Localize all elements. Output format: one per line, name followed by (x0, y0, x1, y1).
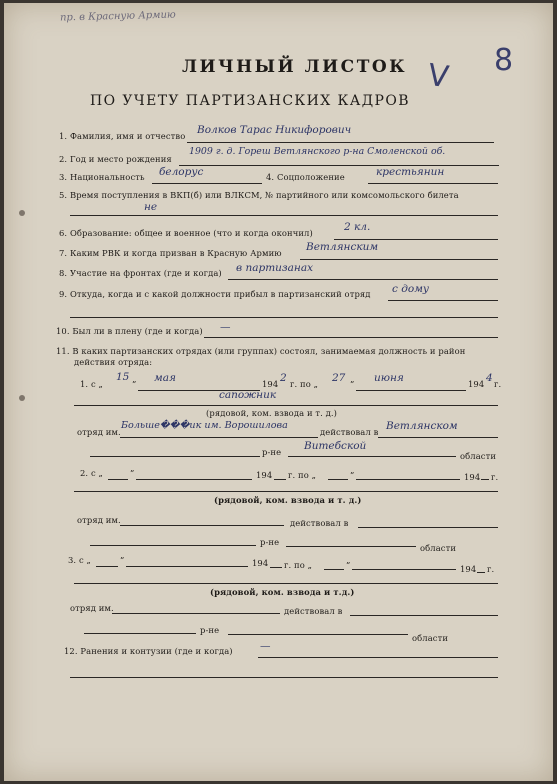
underline (204, 337, 498, 338)
underline (74, 491, 498, 492)
field-9-value: с дому (392, 283, 429, 295)
underline (350, 615, 498, 616)
entry1-month-to: июня (374, 372, 404, 384)
underline (187, 142, 494, 143)
entry1-region-label: области (460, 451, 497, 461)
underline (70, 677, 498, 678)
underline (112, 613, 280, 614)
entry2-otryad-label: отряд им. (77, 515, 121, 525)
underline (74, 405, 498, 406)
entry1-year-prefix-2: 194 (468, 379, 485, 389)
entry1-year-prefix: 194 (262, 379, 279, 389)
entry1-acted-label: действовал в (320, 427, 379, 437)
underline (120, 437, 318, 438)
underline (388, 300, 498, 301)
entry3-year-prefix: 194 (252, 558, 269, 568)
field-2-value: 1909 г. д. Гореш Ветлянского р-на Смоленской об. (189, 146, 446, 157)
corner-number: 8 (494, 43, 514, 78)
entry1-district-value: Витебской (304, 440, 367, 452)
underline (74, 583, 498, 584)
entry1-year-to: 4 (486, 372, 493, 384)
field-10-value: — (220, 321, 231, 333)
field-9-label: 9. Откуда, когда и с какой должности прибыл в партизанский отряд (59, 289, 371, 299)
underline (286, 546, 416, 547)
field-2-label: 2. Год и место рождения (59, 154, 172, 164)
field-5-value: не (144, 201, 158, 213)
entry1-district-label: р-не (262, 447, 282, 457)
underline (477, 572, 485, 573)
underline (179, 165, 499, 166)
underline (108, 479, 128, 480)
underline (378, 437, 498, 438)
header-note: пр. в Красную Армию (59, 9, 176, 24)
entry3-c: 3. с „ (68, 555, 91, 565)
field-4-label: 4. Соцположение (266, 172, 345, 182)
underline (356, 479, 460, 480)
entry2-district-label: р-не (260, 537, 280, 547)
underline (288, 456, 456, 457)
underline (228, 634, 408, 635)
entry3-otryad-label: отряд им. (70, 603, 114, 613)
punch-hole (19, 210, 25, 216)
field-7-value: Ветлянским (306, 241, 379, 253)
field-6-value: 2 кл. (344, 221, 371, 233)
underline (96, 566, 118, 567)
entry1-day-to: 27 (332, 372, 346, 384)
underline (300, 259, 498, 260)
entry1-quote: ” (132, 379, 137, 389)
entry1-month-from: мая (154, 372, 176, 384)
field-7-label: 7. Каким РВК и когда призван в Красную Армию (59, 248, 282, 258)
underline (120, 525, 284, 526)
underline (90, 545, 256, 546)
field-3-value: белорус (159, 166, 204, 178)
underline (358, 527, 498, 528)
underline (126, 566, 248, 567)
underline (90, 456, 260, 457)
entry1-g: г. (494, 379, 502, 389)
entry1-mid: г. по „ (290, 379, 319, 389)
underline (70, 317, 498, 318)
field-3-label: 3. Национальность (59, 172, 145, 182)
field-1-label: 1. Фамилия, имя и отчество (59, 131, 186, 141)
entry1-acted-value: Ветлянском (386, 420, 458, 432)
underline (152, 183, 262, 184)
entry2-quote: ” (130, 468, 135, 478)
entry3-quote-2: ” (346, 560, 351, 570)
field-4-value: крестьянин (376, 166, 445, 178)
underline (328, 479, 348, 480)
underline (324, 569, 344, 570)
underline (228, 279, 498, 280)
underline (352, 569, 456, 570)
field-12-value: — (260, 640, 271, 652)
entry2-region-label: области (420, 543, 457, 553)
underline (274, 479, 286, 480)
underline (258, 657, 498, 658)
field-11-label-cont: действия отряда: (74, 357, 153, 367)
entry2-g: г. (491, 472, 499, 482)
form-subtitle: ПО УЧЕТУ ПАРТИЗАНСКИХ КАДРОВ (90, 93, 410, 109)
underline (270, 567, 282, 568)
underline (136, 479, 252, 480)
entry3-mid: г. по „ (284, 560, 313, 570)
punch-hole (19, 395, 25, 401)
field-8-value: в партизанах (236, 262, 313, 274)
form-title: ЛИЧНЫЙ ЛИСТОК (182, 57, 408, 77)
entry3-quote: ” (120, 555, 125, 565)
field-5-label: 5. Время поступления в ВКП(б) или ВЛКСМ, № партийного или комсомольского билета (59, 190, 459, 200)
entry2-year-prefix-2: 194 (464, 472, 481, 482)
entry1-quote-2: ” (350, 379, 355, 389)
field-11-label: 11. В каких партизанских отрядах (или группах) состоял, занимаемая должность и район (56, 346, 466, 356)
entry2-mid: г. по „ (288, 470, 317, 480)
entry3-g: г. (487, 564, 495, 574)
entry2-quote-2: ” (350, 470, 355, 480)
entry1-day-from: 15 (116, 371, 130, 383)
field-8-label: 8. Участие на фронтах (где и когда) (59, 268, 222, 278)
entry3-year-prefix-2: 194 (460, 564, 477, 574)
underline (334, 239, 498, 240)
entry2-year-prefix: 194 (256, 470, 273, 480)
entry2-c: 2. с „ (80, 468, 103, 478)
field-6-label: 6. Образование: общее и военное (что и когда окончил) (59, 228, 313, 238)
document-page (4, 3, 553, 781)
entry3-region-label: области (412, 633, 449, 643)
entry1-year-from: 2 (280, 372, 287, 384)
underline (84, 633, 196, 634)
underline (356, 390, 466, 391)
entry1-position-caption: (рядовой, ком. взвода и т. д.) (206, 408, 338, 418)
entry3-acted-label: действовал в (284, 606, 343, 616)
underline (481, 479, 489, 480)
entry1-otryad-value: Больше���ик им. Ворошилова (121, 420, 288, 431)
entry3-district-label: р-не (200, 625, 220, 635)
checkmark-icon: V (425, 57, 451, 96)
field-12-label: 12. Ранения и контузии (где и когда) (64, 646, 233, 656)
entry1-c: 1. с „ (80, 379, 103, 389)
entry1-otryad-label: отряд им. (77, 427, 121, 437)
entry2-position-caption: (рядовой, ком. взвода и т. д.) (214, 495, 362, 505)
entry1-position: сапожник (219, 389, 277, 401)
underline (70, 215, 498, 216)
field-10-label: 10. Был ли в плену (где и когда) (56, 326, 203, 336)
underline (368, 183, 498, 184)
entry3-position-caption: (рядовой, ком. взвода и т.д.) (210, 587, 355, 597)
field-1-value: Волков Тарас Никифорович (197, 124, 352, 136)
entry2-acted-label: действовал в (290, 518, 349, 528)
